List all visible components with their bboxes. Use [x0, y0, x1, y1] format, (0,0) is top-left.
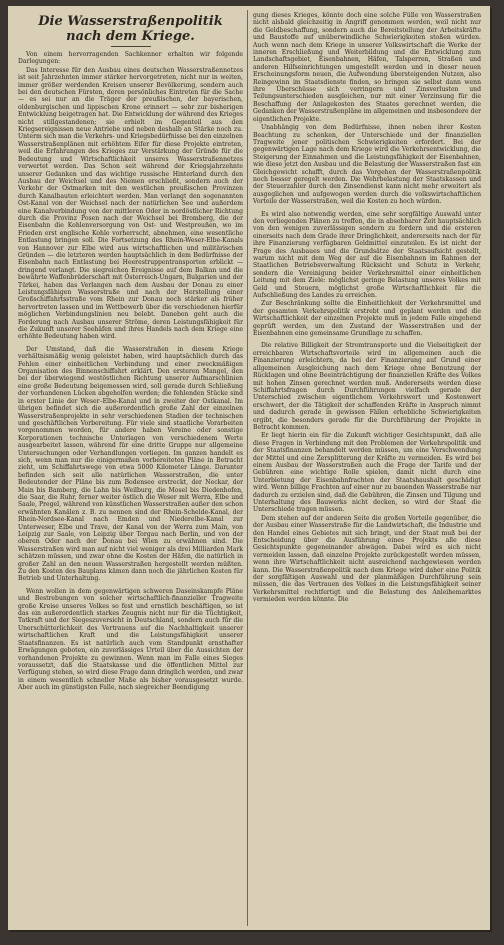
- body-paragraph: Zur Beschränkung sollte die Einheitlichkeit der Verkehrsmittel und der gesamten Verkehrspolitik erstrebt und geplant werden und die Wirtschaftlichkeit der einzelnen Projekte muß in jedem Falle eingehend geprüft werden, um den Zustand der Wasserstraßen und der Eisenbahnen eine gemeinsame Grundlage zu schaffen.: [253, 300, 481, 338]
- headline-line-1: Die Wasserstraßenpolitik: [38, 14, 223, 29]
- body-paragraph: Die relative Billigkeit der Stromtransporte und die Vielseitigkeit der erreichbaren Wirtschaftsvorteile wird im allgemeinen auch die Finanzierung erleichtern, da bei der Finanzierung auf Grund einer allgemeinen Ausgleichung nach dem Kriege ohne Benutzung der Rücklagen und ohne Beeinträchtigung der finanziellen Kräfte des Volkes mit hohen Zinsen gerechnet werden muß. Andererseits werden diese Schiffahrtsfragen durch Durchführungen vielfach gerade der Unterschied zwischen eigentlichem Verkehrswert und Kostenwert erschwert, der die Tätigkeit der schaffenden Kräfte in Anspruch nimmt und dadurch gerade in gewissen Fällen erhebliche Schwierigkeiten ergibt, die besonders gerade für die Durchführung der Projekte in Betracht kommen.: [253, 342, 481, 431]
- body-paragraph: Das Interesse für den Ausbau eines deutschen Wasserstraßennetzes ist seit Jahrzehnten immer stärker hervorgetreten, nicht nur in weiten, immer größer werdenden Kreisen unserer Bevölkerung, sondern auch bei den deutschen Fürsten, deren persönliches Eintreten für die Sache — es sei nur an die Träger der preußischen, der bayerischen, oldenburgischen und lippischen Krone erinnert — sehr zur bisherigen Entwicklung beigetragen hat. Die Entwicklung der während des Krieges nicht stillgestandenen; sie erhielt im Gegenteil aus den Kriegsereignissen neue Antriebe und neben deshalb an Stärke noch zu. Unterm sich man die Verkehrs- und Kriegsbedürfnisse bei den einzelnen Wasserstraßenplänen mit erhöhtem Eifer für diese Projekte eintreten, weil die Erfahrungen des Krieges zur Verstärkung der Gründe für die Bedeutung und Wirtschaftlichkeit unseres Wasserstraßennetzes verwertet werden. Das Schon seit während der Kriegsjahrzehnte unserer Gedanken und das wichtige russische Hinterland durch den Ausbau der Weichsel und des Niemen erschließt, sondern auch der Verkehr der Ostmarken mit den westlichen preußischen Provinzen durch Kanalbauten erleichtert werden. Man verlangt den sogenannten Ost-Kanal von der Weichsel nach der natürlichen See und außerdem eine Kanalverbindung von der mittleren Oder in nordöstlicher Richtung durch die Provinz Posen nach der Weichsel bei Bromberg, die der Eisenbahn die Kohlenversorgung von Ost- und Westpreußen, wo im Frieden erst englische Kohle vorherrscht, abnehmen, eine wesentliche Entlastung bringen soll. Die Fortsetzung des Rhein-Weser-Elbe-Kanals von Hannover zur Elbe wird aus wirtschaftlichen und militärischen Gründen — die letzteren werden hauptsächlich in dem Bedürfnisse der Eisenbahn nach Entlastung bei Heerestruppentransporten erblickt — dringend verlangt. Die siegreichen Ereignisse auf dem Balkan und die bewährte Waffenbrüderschaft mit Österreich-Ungarn, Bulgarien und der Türkei, haben das Verlangen nach dem Ausbau der Donau zu einer Leistungsfähigen Wasserstraße und nach der Herstellung einer Großschiffahrtsstraße vom Rhein zur Donau noch stärker als früher hervortreten lassen und im Wettbewerb über die verschiedenen hierfür möglichen Verbindungslinien neu belebt. Daneben geht auch die Forderung nach Ausbau unserer Ströme, deren Leistungsfähigkeit für die Zukunft unserer Seehäfen und ihres Handels nach dem Kriege eine erhöhte Bedeutung haben wird.: [18, 66, 243, 341]
- body-paragraph: Der Umstand, daß die Wasserstraßen in diesem Kriege verhältnismäßig wenig geleistet haben, wird hauptsächlich durch das Fehlen einer einheitlichen Verbindung und einer zweckmäßigen Organisation des Binnenschiffahrt erklärt. Den ersteren Mangel, den bei der überwiegend westöstlichen Richtung unserer Aufmarschlinien eine große Bedeutung beigemessen wird, soll gerade durch Schließung der vorhandenen Lücken abgeholfen werden; die fehlenden Stücke sind in erster Linie der Weser–Elbe-Kanal und in zweiter der Ostkanal. Im übrigen befindet sich die außerordentlich große Zahl der einzelnen Wasserstraßenprojekte in sehr verschiedenen Stadien der technischen und geschäftlichen Vorbereitung. Für viele sind staatliche Vorarbeiten vorgenommen worden, für andere haben Vereine oder sonstige Korporationen technische Unterlagen von verschiedenem Werte ausgearbeitet lassen, während für eine dritte Gruppe nur allgemeine Untersuchungen oder Verhandlungen vorliegen. Im ganzen handelt es sich, wenn man nur die einigermaßen vorbereiteten Pläne in Betracht zieht, um Schiffahrtswege von etwa 5000 Kilometer Länge. Darunter befinden sich seit alle natürlichen Wasserstraßen, die unter Bedeutender der Pläne bis zum Bodensee erstreckt, der Neckar, der Main bis Bamberg, die Lahn bis Weilburg, die Mosel bis Diedenhofen, die Saar, die Ruhr, ferner weiter östlich die Weser mit Werra, Elbe und Saale, Pregel, während von künstlichen Wasserstraßen außer den schon erwähnten Kanälen z. B. zu nennen sind der Rhein-Schelde-Kanal, der Rhein-Nordsee-Kanal nach Emden und Niederelbe-Kanal zur Unterweser, Elbe und Trave, der Kanal von der Werra zum Main, von Leipzig zur Saale, von Leipzig über Torgau nach Berlin, und von der oberen Oder nach der Donau bei Wien zu erwähnen sind. Die Wasserstraßen wird man auf nicht viel weniger als drei Milliarden Mark schätzen müssen, und zwar ohne die Kosten der Häfen, die natürlich in großer Zahl an den neuen Wasserstraßen hergestellt werden müßten. Zu den Kosten des Bauplans kämen dann noch die jährlichen Kosten für Betrieb und Unterhaltung.: [18, 345, 243, 583]
- body-paragraph: Es wird also notwendig werden, eine sehr sorgfältige Auswahl unter den vorliegenden Plänen zu treffen, die in absehbarer Zeit hauptsächlich von den wenigen zuverlässigen sondern zu fordern und die ersteren einerseits nach dem Grade ihrer Dringlichkeit, andererseits nach der für ihre Finanzierung verfügbaren Geldmittel einzuteilen. Es ist nicht der Frage des Ausbaues und die Grundsätze der Staatsaufsicht gestellt, warum nicht mit dem Weg der auf die Eisenbahnen im Rahmen der Staatlichen Betriebsverwaltung Rücksicht und Schutz in Verkehr, sondern die Vereinigung beider Verkehrsmittel einer einheitlichen Leitung mit dem Ziele: möglichst geringe Belastung unseres Volkes mit Geld und Steuern, möglichst große Wirtschaftlichkeit für die Aufschließung des Landes zu erreichen.: [253, 210, 481, 300]
- body-paragraph: Dem stehen auf der anderen Seite die großen Vorteile gegenüber, die der Ausbau einer Wasserstraße für die Landwirtschaft, die Industrie und den Handel eines Gebietes mit sich bringt, und der Staat muß bei der Entscheidung über die Ausführung eines Projekts alle diese Gesichtspunkte gegeneinander abwägen. Dabei wird es sich nicht vermeiden lassen, daß einzelne Projekte zurückgestellt werden müssen, wenn ihre Wirtschaftlichkeit nicht ausreichend nachgewiesen werden kann. Die Wasserstraßenpolitik nach dem Kriege wird daher eine Politik der sorgfältigen Auswahl und der planmäßigen Durchführung sein müssen, die das Vertrauen des Volkes in die Leistungsfähigkeit seiner Verkehrsmittel rechtfertigt und die Belastung des Anleihemarktes vermieden werden könnte. Die: [253, 514, 481, 604]
- newspaper-clipping: [8, 6, 490, 930]
- body-paragraph: Unabhängig von dem Bedürfnisse, ihnen neben ihrer Kosten Beachtung zu schenken, der Unterschiede und der finanziellen Tragweite jener politischen Schwierigkeiten erfordert. Bei der gegenwärtigen Lage nach dem Kriege wird die Verkehrsentwicklung, die Steigerung der Einnahmen und die Leistungsfähigkeit der Eisenbahnen, wie diese jetzt den Ausbau und die Belastung der Wasserstraßen fast ein Gleichgewicht schafft, durch das Vorgehen der Wasserstraßenpolitik noch besser geregelt werden. Die Wehrbelastung der Staatskassen und der Steuerzahler durch den Zinsendienst kann nicht mehr erweitert als ausgeglichen und aufgewogen werden durch die volkswirtschaftlichen Vorteile der Wasserstraßen, weil die Kosten zu hoch würden.: [253, 124, 481, 206]
- left-column: [18, 12, 243, 924]
- body-paragraph: Wenn wollen in dem gegenwärtigen schweren Daseinskampfe Pläne und Bestrebungen von solcher wirtschaftlich-finanzieller Tragweite große Kreise unseres Volkes so fest und ernstlich beschäftigen, so ist das ein außerordentlich starkes Zeugnis nicht nur für die Tüchtigkeit, Tatkraft und der Siegeszuversicht in Deutschland, sondern auch für die Unerschütterlichkeit des Vertrauens auf die Nachhaltigkeit unserer wirtschaftlichen Kraft und die Leistungsfähigkeit unserer Staatsfinanzen. Es ist natürlich auch vom Standpunkt ernsthafter Erwägungen geboten, ein zuverlässiges Urteil über die Aussichten der vorhandenen Projekte zu gewinnen. Wenn man im Falle eines Sieges voraussetzt, daß die Staatskasse und die öffentlichen Mittel zur Verfügung stehen, so wird diese Frage dann dringlich werden, und zwar in einem wesentlich schneller Maße als bisher vorausgesetzt wurde. Aber auch im günstigsten Falle, nach siegreicher Beendigung: [18, 587, 243, 692]
- intro-paragraph: Von einem hervorragenden Sachkenner erhalten wir folgende Darlegungen:: [18, 51, 243, 66]
- body-paragraph: gung dieses Krieges, könnte doch eine solche Fülle von Wasserstraßen nicht alsbald gleichzeitig in Angriff genommen werden, weil nicht nur die Geldbeschaffung, sondern auch die Bereitstellung der Arbeitskräfte und Baustoffe auf unüberwindliche Schwierigkeiten stoßen würden. Auch wenn nach dem Kriege in unserer Volkswirtschaft die Werke der inneren Erschließung und Weiterbildung und die Entwicklung zum Landschaftsgebiet, Eisenbahnen, Häfen, Talsperren, Straßen und anderen Hilfseinrichtungen umgestellt werden und in dieser neuen Erscheinungsform neuen, die Aufwendung übersteigenden Nutzen, also Reingewinn im Staatsdienste finden, so bringen sie selbst dann wenn ihre Überschüsse sich verringern und Zinsverlusten und Teilungsunterschieden ausgleichen, nur mit einer Verzinsung für die Beschaffung der Anlagekosten des Staates gerechnet werden, die Gedanken der Wasserstraßenpläne im allgemeinen und insbesondere der eigentlichen Projekte.: [253, 12, 481, 123]
- article-headline: [18, 14, 243, 44]
- headline-rule: [111, 46, 151, 47]
- body-paragraph: Er liegt hierin ein für die Zukunft wichtiger Gesichtspunkt, daß alle diese Fragen in Verbindung mit den Problemen der Verkehrspolitik und der Staatsfinanzen behandelt werden müssen, um eine Verschwendung der Mittel und eine Zersplitterung der Kräfte zu vermeiden. Es wird bei einem Ausbau der Wasserstraßen auch die Frage der Tarife und der Gebühren eine wichtige Rolle spielen, damit nicht durch eine Unterbietung der Eisenbahnfrachten der Staatshaushalt geschädigt wird. Wenn billige Frachten auf einer nur zu bauenden Wasserstraße nur dadurch zu erzielen sind, daß die Gebühren, die Zinsen und Tilgung und Unterhaltung des Bauwerks nicht decken, so wird der Staat die Unterschiede tragen müssen.: [253, 432, 481, 514]
- column-divider: [247, 10, 248, 926]
- right-column: [253, 12, 481, 924]
- headline-line-2: nach dem Kriege.: [66, 29, 195, 44]
